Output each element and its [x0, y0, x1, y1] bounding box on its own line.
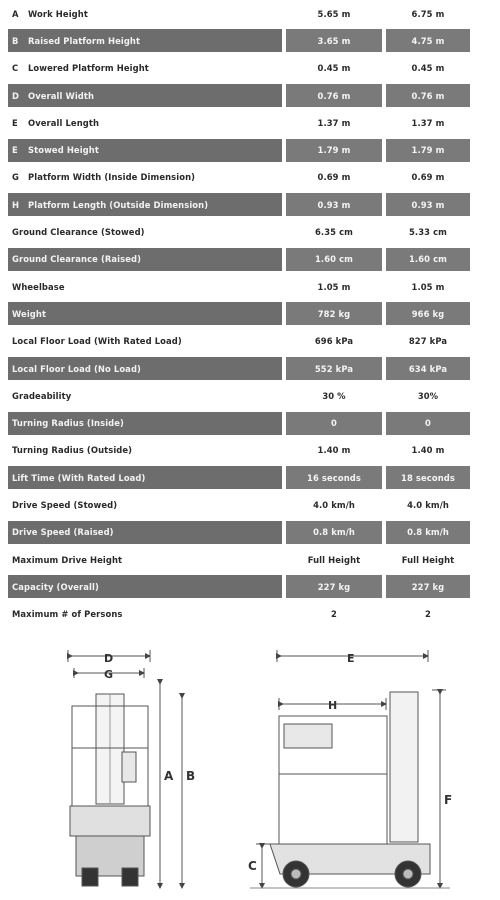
side-view — [250, 650, 453, 888]
spec-value-model-2: 30% — [417, 390, 439, 401]
spec-value-model-1: 1.37 m — [317, 117, 351, 128]
spec-value-model-2: 1.60 cm — [386, 248, 470, 271]
spec-label: Lowered Platform Height — [28, 63, 149, 74]
spec-value-model-1: 2 — [331, 609, 337, 620]
spec-code: C — [12, 63, 19, 74]
spec-value-model-2: 0.8 km/h — [386, 521, 470, 544]
spec-label-cell — [8, 466, 282, 489]
spec-label-cell — [8, 493, 282, 516]
spec-row — [8, 191, 470, 218]
front-base — [70, 806, 150, 836]
spec-value-model-2: 227 kg — [386, 575, 470, 598]
spec-row — [8, 355, 470, 382]
spec-row — [8, 136, 470, 163]
spec-label: Maximum Drive Height — [12, 554, 123, 565]
spec-value-model-2: 0 — [386, 412, 470, 435]
spec-value-model-2: Full Height — [401, 554, 455, 565]
spec-row — [8, 546, 470, 573]
spec-label: Wheelbase — [12, 281, 65, 292]
spec-label-cell — [8, 84, 282, 107]
spec-label-cell — [8, 412, 282, 435]
spec-value-model-1: 30 % — [322, 390, 346, 401]
spec-value-model-1: 16 seconds — [286, 466, 382, 489]
spec-value-model-1: 696 kPa — [314, 336, 354, 347]
spec-code: D — [12, 90, 20, 101]
spec-label-cell — [8, 193, 282, 216]
spec-label: Local Floor Load (With Rated Load) — [12, 336, 182, 347]
spec-value-model-2: 2 — [425, 609, 431, 620]
spec-label-cell — [8, 57, 282, 80]
spec-value-model-2: 4.0 km/h — [407, 499, 449, 510]
label-b: B — [186, 769, 196, 783]
spec-row — [8, 464, 470, 491]
spec-label: Overall Length — [28, 117, 100, 128]
spec-code: E — [12, 117, 18, 128]
spec-label-cell — [8, 302, 282, 325]
spec-label: Weight — [12, 308, 47, 319]
spec-row — [8, 491, 470, 518]
spec-row — [8, 573, 470, 600]
spec-row — [8, 27, 470, 54]
spec-code: G — [12, 172, 19, 183]
spec-row — [8, 109, 470, 136]
spec-label-cell — [8, 330, 282, 353]
spec-row — [8, 437, 470, 464]
spec-value-model-2: 1.79 m — [386, 139, 470, 162]
spec-value-model-2: 966 kg — [386, 302, 470, 325]
spec-label: Ground Clearance (Raised) — [12, 254, 142, 265]
spec-value-model-1: 552 kPa — [286, 357, 382, 380]
spec-row — [8, 519, 470, 546]
spec-row — [8, 382, 470, 409]
spec-label: Drive Speed (Stowed) — [12, 499, 118, 510]
spec-row — [8, 601, 470, 628]
spec-value-model-1: 0.45 m — [317, 63, 351, 74]
spec-value-model-2: 827 kPa — [408, 336, 448, 347]
spec-value-model-2: 0.76 m — [386, 84, 470, 107]
spec-value-model-2: 18 seconds — [386, 466, 470, 489]
spec-label-cell — [8, 439, 282, 462]
spec-row — [8, 409, 470, 436]
spec-label-cell — [8, 357, 282, 380]
spec-value-model-2: 634 kPa — [386, 357, 470, 380]
spec-label: Maximum # of Persons — [12, 609, 123, 620]
spec-value-model-2: 4.75 m — [386, 29, 470, 52]
spec-value-model-2: 6.75 m — [411, 8, 445, 19]
spec-value-model-1: 782 kg — [286, 302, 382, 325]
spec-value-model-1: 1.05 m — [317, 281, 351, 292]
side-mast — [390, 692, 418, 842]
spec-value-model-1: 4.0 km/h — [313, 499, 355, 510]
spec-label: Raised Platform Height — [28, 35, 141, 46]
spec-value-model-1: 1.40 m — [317, 445, 351, 456]
side-hub-front — [403, 869, 413, 879]
spec-label-cell — [8, 521, 282, 544]
spec-label-cell — [8, 248, 282, 271]
spec-value-model-2: 5.33 cm — [409, 227, 447, 238]
spec-row — [8, 273, 470, 300]
side-hub-rear — [291, 869, 301, 879]
spec-value-model-2: 0.93 m — [386, 193, 470, 216]
spec-code: H — [12, 199, 20, 210]
spec-label: Platform Width (Inside Dimension) — [28, 172, 196, 183]
front-view — [68, 650, 182, 886]
spec-value-model-1: 1.79 m — [286, 139, 382, 162]
spec-value-model-1: 0.76 m — [286, 84, 382, 107]
spec-value-model-2: 0.45 m — [411, 63, 445, 74]
spec-label: Stowed Height — [28, 145, 99, 156]
spec-label: Lift Time (With Rated Load) — [12, 472, 146, 483]
spec-label-cell — [8, 2, 282, 25]
spec-label-cell — [8, 548, 282, 571]
spec-value-model-1: 6.35 cm — [315, 227, 353, 238]
spec-value-model-2: 1.40 m — [411, 445, 445, 456]
label-c: C — [248, 859, 257, 873]
spec-label: Gradeability — [12, 390, 72, 401]
spec-value-model-1: 227 kg — [286, 575, 382, 598]
spec-value-model-1: 0 — [286, 412, 382, 435]
spec-label-cell — [8, 384, 282, 407]
front-wheel-left — [82, 868, 98, 886]
label-g: G — [104, 668, 114, 681]
spec-label-cell — [8, 275, 282, 298]
label-d: D — [104, 652, 114, 665]
spec-label-cell — [8, 575, 282, 598]
spec-code: A — [12, 8, 19, 19]
spec-label-cell — [8, 29, 282, 52]
spec-label: Ground Clearance (Stowed) — [12, 227, 145, 238]
dimension-diagrams — [0, 636, 500, 896]
spec-value-model-2: 0.69 m — [411, 172, 445, 183]
label-e: E — [347, 652, 355, 665]
front-wheel-right — [122, 868, 138, 886]
spec-label-cell — [8, 221, 282, 244]
label-f: F — [444, 793, 453, 807]
spec-row — [8, 0, 470, 27]
spec-label: Turning Radius (Outside) — [12, 445, 133, 456]
spec-row — [8, 328, 470, 355]
spec-value-model-2: 1.05 m — [411, 281, 445, 292]
front-control-box — [122, 752, 136, 782]
spec-row — [8, 300, 470, 327]
spec-value-model-1: Full Height — [307, 554, 361, 565]
spec-value-model-1: 5.65 m — [317, 8, 351, 19]
spec-row — [8, 246, 470, 273]
spec-row — [8, 164, 470, 191]
spec-row — [8, 218, 470, 245]
spec-label-cell — [8, 166, 282, 189]
spec-value-model-1: 0.93 m — [286, 193, 382, 216]
spec-label-cell — [8, 111, 282, 134]
spec-row — [8, 82, 470, 109]
spec-value-model-1: 0.8 km/h — [286, 521, 382, 544]
spec-label: Work Height — [28, 8, 88, 19]
spec-label: Drive Speed (Raised) — [12, 527, 114, 538]
spec-label: Platform Length (Outside Dimension) — [28, 199, 209, 210]
spec-value-model-1: 3.65 m — [286, 29, 382, 52]
label-h: H — [328, 699, 338, 712]
spec-label: Overall Width — [28, 90, 95, 101]
spec-row — [8, 55, 470, 82]
spec-label: Local Floor Load (No Load) — [12, 363, 141, 374]
spec-label: Turning Radius (Inside) — [12, 418, 124, 429]
side-control-console — [284, 724, 332, 748]
spec-value-model-2: 1.37 m — [411, 117, 445, 128]
dimension-diagrams-svg — [0, 636, 500, 896]
spec-code: E — [12, 145, 18, 156]
spec-label-cell — [8, 139, 282, 162]
spec-value-model-1: 0.69 m — [317, 172, 351, 183]
label-a: A — [164, 769, 174, 783]
spec-code: B — [12, 35, 19, 46]
spec-value-model-1: 1.60 cm — [286, 248, 382, 271]
spec-table — [8, 0, 470, 628]
spec-label: Capacity (Overall) — [12, 581, 99, 592]
spec-label-cell — [8, 603, 282, 626]
